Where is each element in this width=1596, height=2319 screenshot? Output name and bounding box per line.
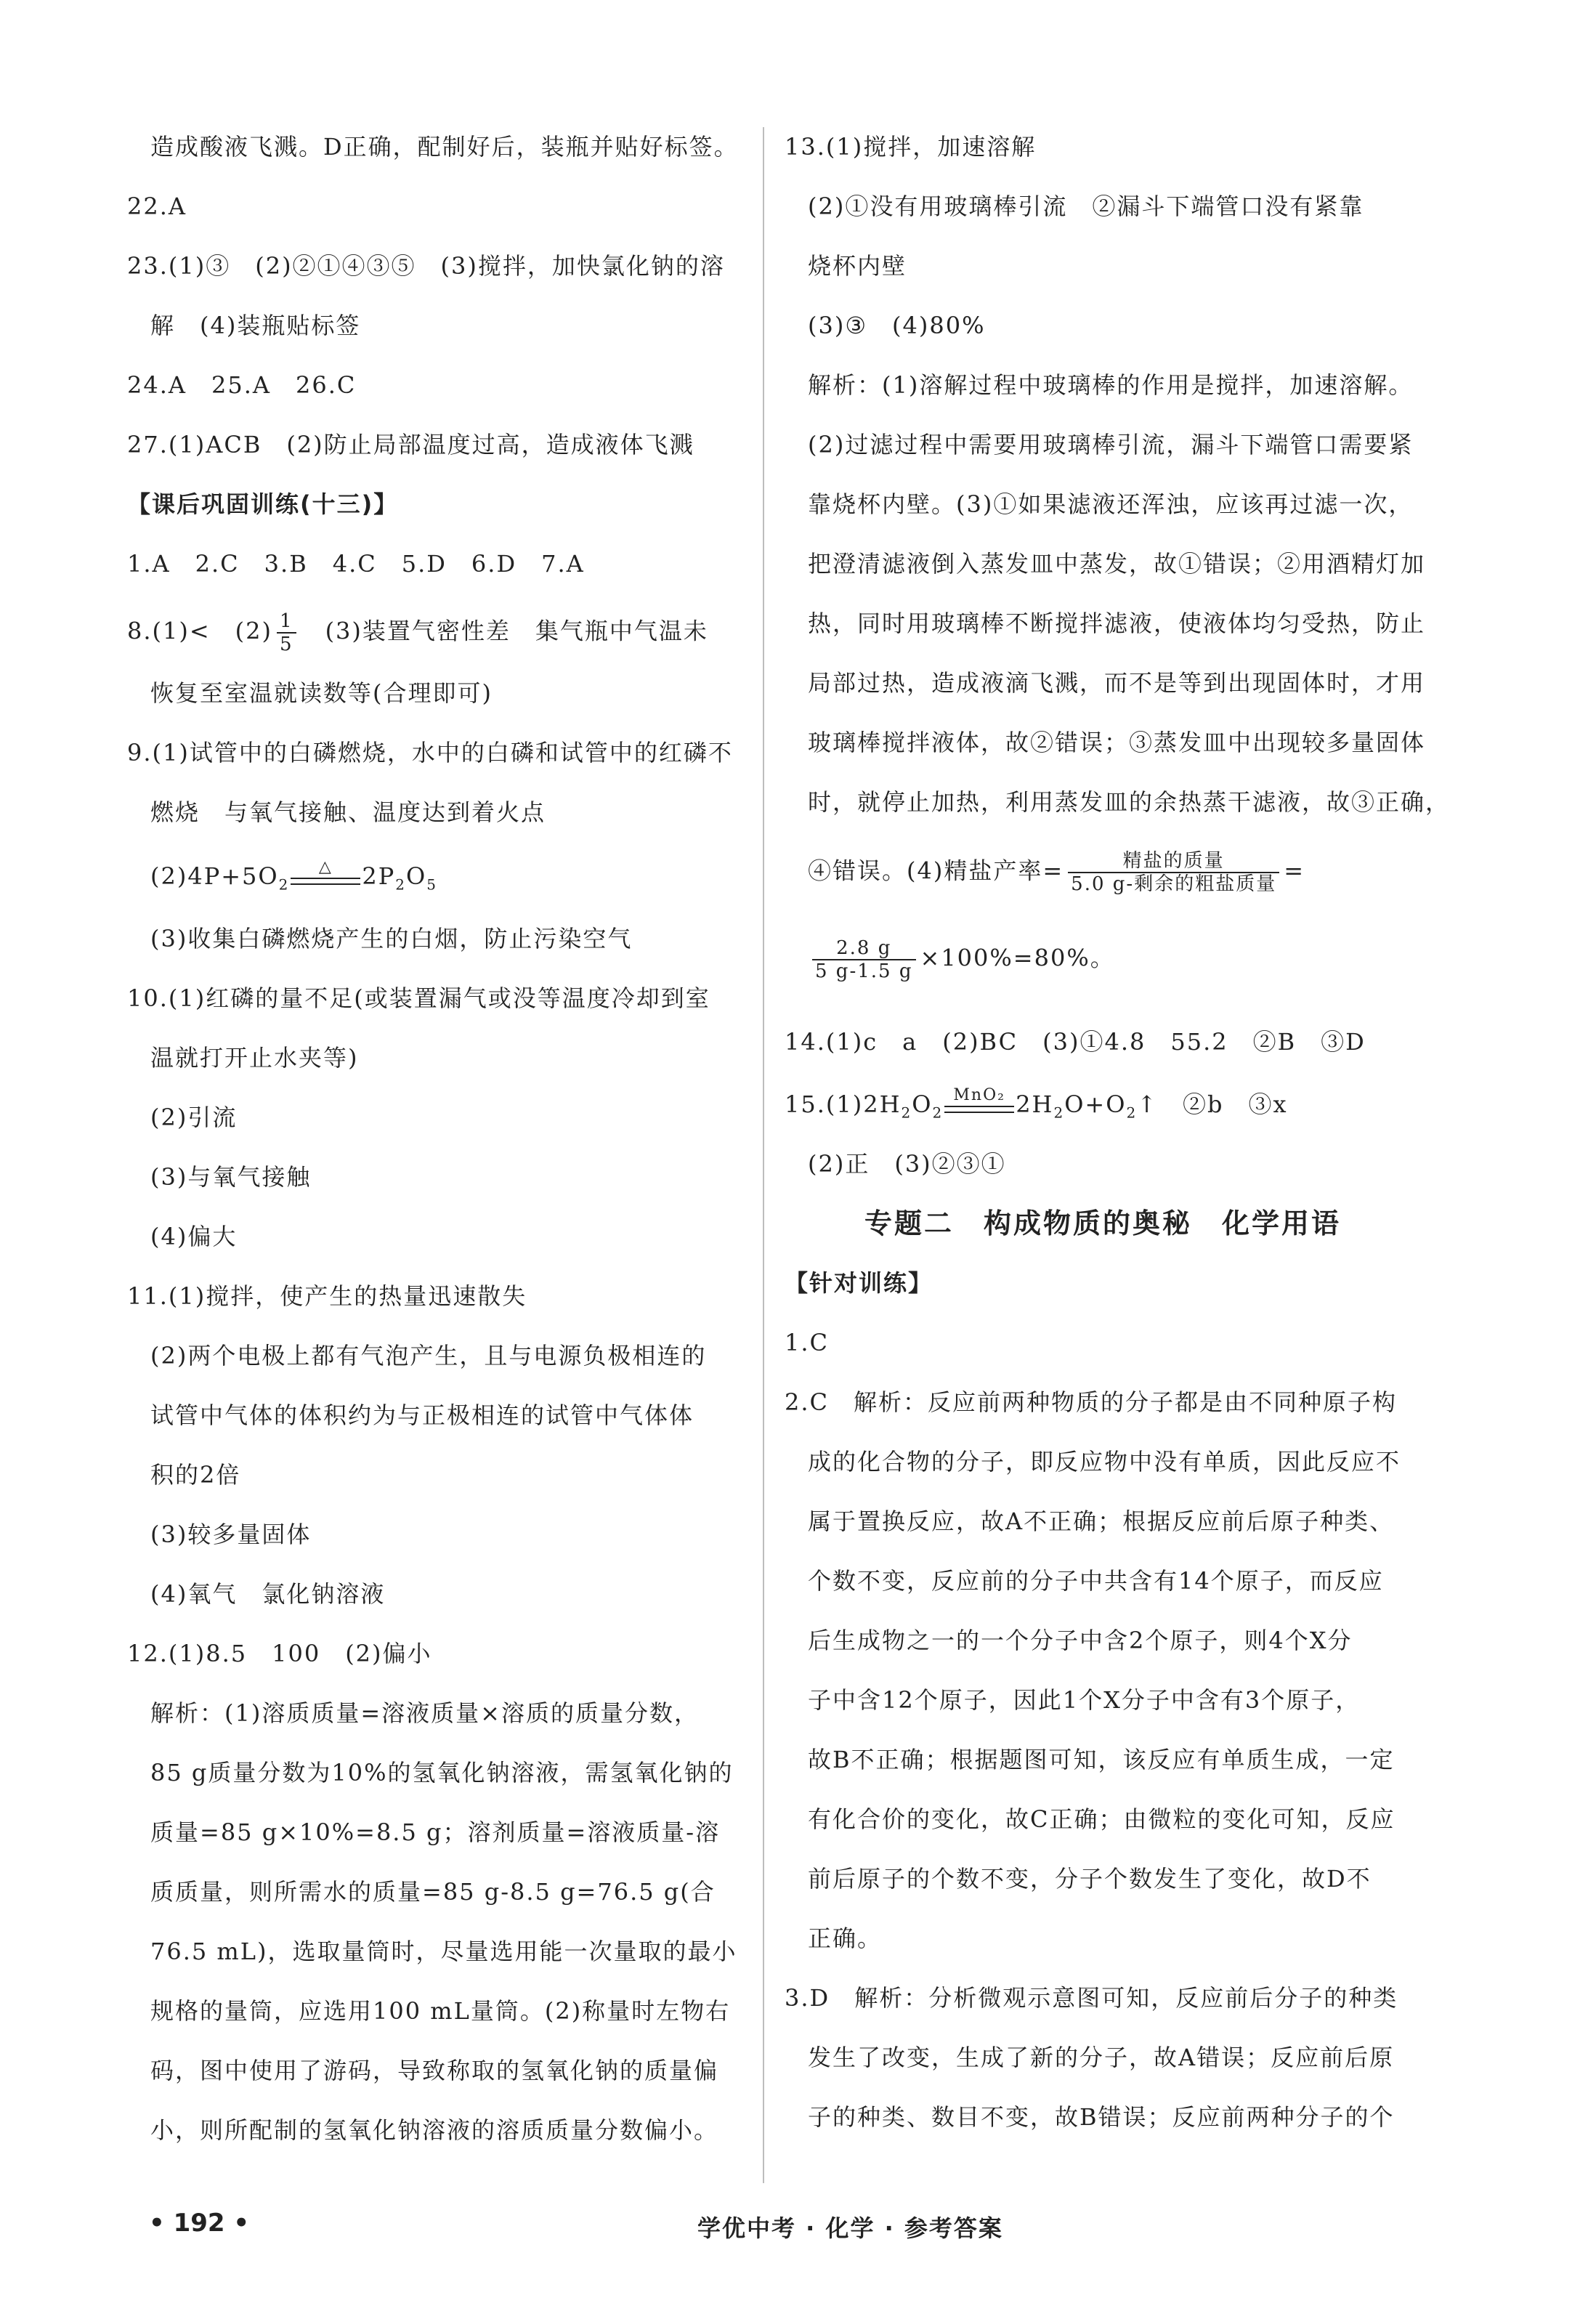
heat-symbol: △ [318,857,333,876]
text-segment: ④错误。(4)精盐产率= [808,857,1064,885]
text-line: 76.5 mL)，选取量筒时，尽量选用能一次量取的最小 [150,1938,737,1965]
text-line: (3)收集白磷燃烧产生的白烟，防止污染空气 [150,925,633,952]
fraction [277,610,296,655]
equals-bar [291,878,360,885]
text-segment: 8.(1)< (2) [127,617,273,645]
subscript: 2 [395,875,406,894]
answer-22: 22.A [127,193,187,220]
fraction-denominator: 5 [280,634,293,655]
answer-10: 10.(1)红磷的量不足(或装置漏气或没等温度冷却到室 [127,984,710,1012]
text-line: 属于置换反应，故A不正确；根据反应前后原子种类、 [808,1507,1395,1535]
text-line: (2)引流 [150,1104,238,1131]
text-line: 解 (4)装瓶贴标签 [150,312,361,339]
text-line: (4)偏大 [150,1223,238,1250]
text-line: 造成酸液飞溅。D正确，配制好后，装瓶并贴好标签。 [150,133,739,161]
text-line: 积的2倍 [150,1461,241,1489]
answer-9: 9.(1)试管中的白磷燃烧，水中的白磷和试管中的红磷不 [127,739,733,766]
section-header: 【课后巩固训练(十三)】 [127,490,399,518]
text-line: 时，就停止加热，利用蒸发皿的余热蒸干滤液，故③正确， [808,788,1451,816]
text-line: 烧杯内壁 [808,252,907,280]
fraction-denominator: 5.0 g-剩余的粗盐质量 [1071,873,1277,895]
subscript: 2 [932,1104,944,1122]
text-segment: O [912,1090,933,1118]
text-line: 85 g质量分数为10%的氢氧化钠溶液，需氢氧化钠的 [150,1759,734,1786]
subscript: 2 [278,875,290,894]
equals-bar [944,1106,1014,1113]
text-line: (4)氧气 氯化钠溶液 [150,1580,386,1608]
text-line: 规格的量筒，应选用100 mL量筒。(2)称量时左物右 [150,1997,731,2025]
text-line: (2)两个电极上都有气泡产生，且与电源负极相连的 [150,1342,707,1369]
text-line: 把澄清滤液倒入蒸发皿中蒸发，故①错误；②用酒精灯加 [808,550,1426,578]
text-line: 玻璃棒搅拌液体，故②错误；③蒸发皿中出现较多量固体 [808,729,1426,756]
fraction-numerator: 精盐的质量 [1068,850,1279,873]
text-line: (2)过滤过程中需要用玻璃棒引流，漏斗下端管口需要紧 [808,431,1414,458]
text-line: 成的化合物的分子，即反应物中没有单质，因此反应不 [808,1448,1401,1476]
text-line: (2)正 (3)②③① [808,1150,1006,1178]
text-segment: O [405,862,427,890]
text-line: 正确。 [808,1925,883,1952]
answer-2: 2.C 解析：反应前两种物质的分子都是由不同种原子构 [785,1388,1398,1416]
answer-12: 12.(1)8.5 100 (2)偏小 [127,1640,432,1667]
section-header: 【针对训练】 [785,1269,933,1297]
text-segment: (2)4P+5O [150,862,279,890]
answer-13: 13.(1)搅拌，加速溶解 [785,133,1037,161]
answer-15 [785,1085,1288,1128]
text-line: (3)较多量固体 [150,1521,312,1548]
subscript: 2 [1126,1104,1138,1122]
text-line: 发生了改变，生成了新的分子，故A错误；反应前后原 [808,2044,1395,2071]
fraction [1068,850,1279,895]
reaction-condition [291,857,360,889]
answer-1: 1.C [785,1329,830,1356]
text-segment: = [1284,857,1305,885]
text-line: 试管中气体的体积约为与正极相连的试管中气体体 [150,1401,694,1429]
answer-3: 3.D 解析：分析微观示意图可知，反应前后分子的种类 [785,1984,1398,2012]
text-segment: 2H [1016,1090,1054,1118]
text-line: 码，图中使用了游码，导致称取的氢氧化钠的质量偏 [150,2057,719,2084]
text-line: 质质量，则所需水的质量=85 g-8.5 g=76.5 g(合 [150,1878,716,1906]
text-segment: 2P [362,862,396,890]
text-line: 个数不变，反应前的分子中共含有14个原子，而反应 [808,1567,1384,1595]
text-segment: 15.(1)2H [785,1090,902,1118]
fraction-denominator: 5 g-1.5 g [815,960,913,982]
text-line: 前后原子的个数不变，分子个数发生了变化，故D不 [808,1865,1372,1893]
chemical-equation [127,857,437,900]
answer-27: 27.(1)ACB (2)防止局部温度过高，造成液体飞溅 [127,431,694,458]
fraction-numerator: 2.8 g [812,937,916,960]
text-segment: ↑ ②b ③x [1137,1090,1288,1118]
text-line: 后生成物之一的一个分子中含2个原子，则4个X分 [808,1627,1353,1654]
section-title: 专题二 构成物质的奥秘 化学用语 [864,1207,1342,1239]
text-segment: ×100%=80%。 [920,944,1115,972]
yield-formula [785,850,1305,895]
text-line: 靠烧杯内壁。(3)①如果滤液还浑浊，应该再过滤一次， [808,490,1414,518]
text-line: 质量=85 g×10%=8.5 g；溶剂质量=溶液质量-溶 [150,1818,721,1846]
subscript: 2 [1053,1104,1065,1122]
answer-14: 14.(1)c a (2)BC (3)①4.8 55.2 ②B ③D [785,1028,1366,1056]
text-line: 子的种类、数目不变，故B错误；反应前两种分子的个 [808,2103,1395,2131]
page-footer [0,2209,1596,2252]
text-segment: O+O [1064,1090,1127,1118]
answer-11: 11.(1)搅拌，使产生的热量迅速散失 [127,1282,527,1310]
column-divider [763,127,764,2183]
text-line: 局部过热，造成液滴飞溅，而不是等到出现固体时，才用 [808,669,1426,697]
text-line: 故B不正确；根据题图可知，该反应有单质生成，一定 [808,1746,1395,1773]
answer-24-26: 24.A 25.A 26.C [127,371,357,399]
yield-result [785,937,1115,982]
subscript: 2 [901,1104,912,1122]
subscript: 5 [426,875,437,894]
reaction-condition [944,1085,1014,1117]
text-line: 燃烧 与氧气接触、温度达到着火点 [150,798,546,826]
text-segment: (3)装置气密性差 集气瓶中气温未 [300,617,708,645]
text-line: 小，则所配制的氢氧化钠溶液的溶质质量分数偏小。 [150,2116,719,2144]
text-line: (3)与氧气接触 [150,1163,312,1191]
footer-title: 学优中考 · 化学 · 参考答案 [697,2214,1003,2242]
catalyst-label: MnO₂ [953,1085,1005,1104]
answer-23: 23.(1)③ (2)②①④③⑤ (3)搅拌，加快氯化钠的溶 [127,252,725,280]
answer-8 [127,610,708,655]
text-line: 热，同时用玻璃棒不断搅拌滤液，使液体均匀受热，防止 [808,610,1426,637]
page-number: • 192 • [149,2209,250,2238]
text-line: 解析：(1)溶解过程中玻璃棒的作用是搅拌，加速溶解。 [808,371,1414,399]
answers-1-7: 1.A 2.C 3.B 4.C 5.D 6.D 7.A [127,550,585,578]
text-line: 恢复至室温就读数等(合理即可) [150,679,493,707]
text-line: 有化合价的变化，故C正确；由微粒的变化可知，反应 [808,1805,1396,1833]
text-line: 温就打开止水夹等) [150,1044,359,1072]
text-line: 解析：(1)溶质质量=溶液质量×溶质的质量分数， [150,1699,699,1727]
fraction-numerator: 1 [277,610,296,634]
text-line: 子中含12个原子，因此1个X分子中含有3个原子， [808,1686,1361,1714]
fraction [812,937,916,982]
text-line: (2)①没有用玻璃棒引流 ②漏斗下端管口没有紧靠 [808,193,1364,220]
text-line: (3)③ (4)80% [808,312,986,339]
